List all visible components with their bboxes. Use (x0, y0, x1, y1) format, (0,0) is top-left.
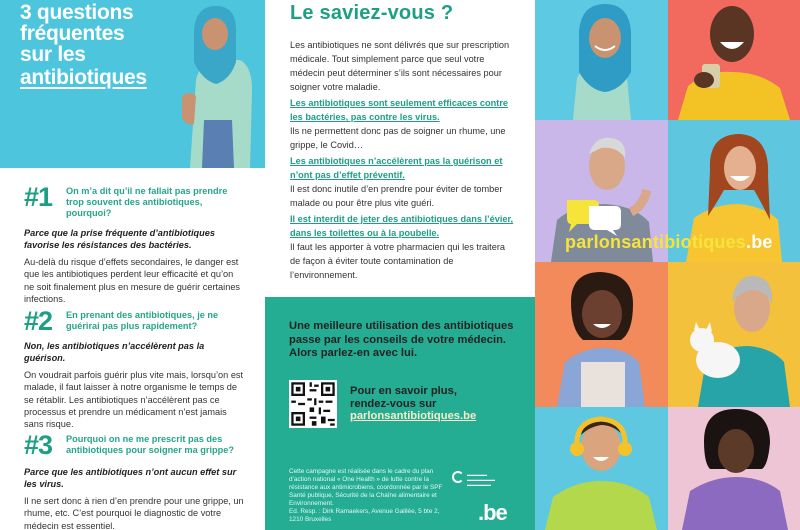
brand-wordmark (565, 232, 773, 253)
person-illustration (535, 407, 668, 530)
website-link[interactable]: parlonsantibiotiques.be (350, 410, 477, 422)
faq-header-panel (0, 0, 265, 168)
campaign-text: Cette campagne est réalisée dans le cadre du plan d’action national « One Health » de lutte contre la résistance aux antimicrobiens, coordonnée par le SPF Santé publique, Sécurité de la Chaîne alimentaire et Environnement. (289, 468, 443, 507)
person-illustration (668, 407, 800, 530)
faq-title (20, 2, 147, 88)
publisher-text: Ed. Resp. : Dirk Ramaekers, Avenue Galilée, 5 bte 2, 1210 Bruxelles (289, 508, 440, 523)
brand-part: .be (746, 232, 773, 252)
federal-health-logo (452, 471, 522, 501)
faq-q1-heading (24, 184, 246, 219)
person-illustration (535, 0, 668, 120)
faq-title-line: antibiotiques (20, 66, 147, 89)
photo-girl-overalls (535, 262, 668, 407)
fact-1-text: Ils ne permettent donc pas de soigner un rhume, une grippe, le Covid… (290, 126, 506, 150)
fact-3-heading: Il est interdit de jeter des antibiotiques dans l’évier, dans les toilettes ou à la poubelle. (290, 214, 514, 238)
more-info (350, 385, 525, 423)
faq-q3-heading (24, 432, 246, 458)
faq-title-line: 3 questions (20, 1, 134, 24)
photo-man-headphones (535, 407, 668, 530)
fact-3-text: Il faut les apporter à votre pharmacien qui les traitera de façon à éviter toute contamination de l’environnement. (290, 242, 505, 280)
campaign-info (289, 468, 446, 524)
fact-2-text: Il est donc inutile d’en prendre pour éviter de tomber malade ou pour être plus vite guéri. (290, 184, 503, 208)
fact-1 (290, 96, 515, 152)
photo-young-man-hoodie (668, 407, 800, 530)
faq-q3-lead: Parce que les antibiotiques n’ont aucun effet sur les virus. (24, 467, 237, 490)
faq-q3-text: Il ne sert donc à rien d’en prendre pour une grippe, un rhume, etc. C’est pourquoi le diagnostic de votre médecin est essentiel. (24, 495, 244, 530)
facts-intro: Les antibiotiques ne sont délivrés que sur prescription médicale. Tout simplement parce que seul votre médecin peut déterminer s’ils sont nécessaires pour soigner votre maladie. (290, 40, 510, 92)
cta-advice: Une meilleure utilisation des antibiotiques passe par les conseils de votre médecin. Alors parlez-en avec lui. (289, 320, 514, 360)
faq-q1-answer (24, 227, 246, 305)
logo-circle-icon (452, 471, 464, 483)
faq-title-line: fréquentes (20, 22, 125, 45)
facts-title: Le saviez-vous ? (290, 2, 454, 24)
person-illustration (668, 262, 800, 407)
faq-q2-number: #2 (24, 306, 53, 336)
person-illustration (535, 262, 668, 407)
faq-q3-question: Pourquoi on ne me prescrit pas des antibiotiques pour soigner ma grippe? (66, 434, 234, 455)
faq-title-line: sur les (20, 43, 86, 66)
fact-3 (290, 212, 515, 282)
more-info-line: rendez-vous sur (350, 397, 437, 410)
person-illustration (668, 0, 800, 120)
brand-part: parlons (565, 232, 632, 252)
speech-bubbles-icon (563, 196, 623, 236)
photo-woman-blue-hijab (535, 0, 668, 120)
faq-q3-number: #3 (24, 430, 53, 460)
fact-1-heading: Les antibiotiques sont seulement efficaces contre les bactéries, pas contre les virus. (290, 98, 509, 122)
fact-2-heading: Les antibiotiques n’accélèrent pas la guérison et n’ont pas d’effet préventif. (290, 156, 503, 180)
qr-code-icon[interactable] (289, 380, 337, 428)
faq-q1-lead: Parce que la prise fréquente d’antibiotiques favorise les résistances des bactéries. (24, 228, 215, 251)
woman-hijab-photo (160, 0, 258, 168)
faq-q1-question: On m’a dit qu’il ne fallait pas prendre trop souvent des antibiotiques, pourquoi? (66, 186, 228, 218)
brand-part: antibiotiques (631, 232, 747, 252)
be-logo: .be (478, 500, 507, 525)
faq-q1-number: #1 (24, 182, 53, 212)
photo-man-laughing (668, 0, 800, 120)
faq-q2-answer (24, 340, 246, 431)
faq-q2-text: On voudrait parfois guérir plus vite mais, lorsqu’on est malade, il faut laisser à notre organisme le temps de se rétablir. Les antibiotiques n’accélèrent pas ce processus et prendre un médicament n’est jamais sans risque. (24, 369, 244, 430)
logo-text-block: ▬▬▬▬▬ ▬▬▬▬▬▬▬ ▬▬▬▬▬▬ (467, 472, 495, 487)
more-info-line: Pour en savoir plus, (350, 385, 457, 397)
photo-woman-with-cat (668, 262, 800, 407)
faq-q2-question: En prenant des antibiotiques, je ne guérirai pas plus rapidement? (66, 310, 219, 331)
faq-q1-text: Au-delà du risque d’effets secondaires, le danger est que les antibiotiques perdent leur efficacité et qu’on ne soit finalement plus en mesure de guérir certaines infections. (24, 256, 241, 305)
faq-q2-lead: Non, les antibiotiques n’accélèrent pas la guérison. (24, 341, 205, 364)
fact-2 (290, 154, 515, 210)
faq-q3-answer (24, 466, 246, 530)
faq-q2-heading (24, 308, 246, 334)
brand-banner (535, 224, 800, 260)
